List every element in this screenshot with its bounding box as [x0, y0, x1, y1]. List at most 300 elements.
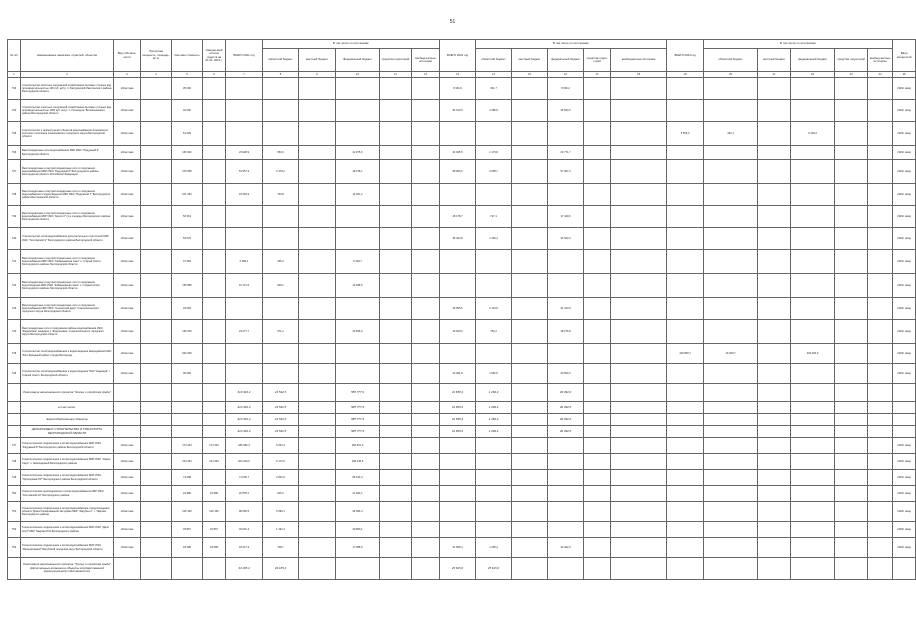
- cell-o22: 25 615,0: [476, 558, 512, 580]
- header-term: Ввод мощностей: [893, 40, 916, 72]
- cell-t21: 32 091,4: [226, 522, 263, 538]
- cell-o21: 2 841,6: [263, 470, 299, 486]
- cell-cost: 130 615: [172, 320, 203, 344]
- cell-o22: 2 068,7: [476, 160, 512, 184]
- cell-rem: [203, 100, 226, 122]
- cell-m21: [299, 160, 336, 184]
- cell-m23: [758, 320, 791, 344]
- cell-cost: 73 098: [172, 470, 203, 486]
- cell-name: Внеплощадочные и внутриплощадочные сети и сооружения водоснабжения МКР ИЖС "Солнечный двор" Старооскольского городского округа Белгородской области: [21, 298, 114, 320]
- table-body: [8, 78, 916, 580]
- cell-v21: [412, 364, 440, 384]
- cell-o22: 1 266,4: [476, 414, 512, 426]
- cell-term: 2022г. ввод: [893, 364, 916, 384]
- table-row: [8, 470, 916, 486]
- cell-term: 2020г. ввод: [893, 522, 916, 538]
- cell-v23: [868, 426, 893, 438]
- cell-s21: [380, 558, 412, 580]
- cell-t22: 58 966,0: [440, 160, 476, 184]
- cell-m23: [758, 470, 791, 486]
- cell-o22: [476, 454, 512, 470]
- cell-t23: [667, 78, 704, 100]
- header-ownership: Вид собствен-ности: [114, 40, 141, 72]
- cell-m22: [512, 538, 548, 558]
- cell-o23: [704, 384, 758, 402]
- cell-no: 749: [8, 470, 21, 486]
- cell-v21: [412, 558, 440, 580]
- cell-name: Технологическое подключение к сетям водоснабжения МКР ИЖС "Радужный 8" Белгородского района Белгородской области: [21, 438, 114, 454]
- cell-f23: 400 200,0: [791, 344, 835, 364]
- cell-m23: [758, 522, 791, 538]
- cell-v22: [611, 344, 667, 364]
- table-row: [8, 538, 916, 558]
- cell-o21: 34 185,4: [263, 558, 299, 580]
- cell-cost: 214 334: [172, 454, 203, 470]
- cell-t21: 613 316,4: [226, 402, 263, 414]
- cell-term: 2022г. ввод: [893, 146, 916, 160]
- cell-rem: [203, 206, 226, 228]
- header-source: местный бюджет: [512, 49, 548, 72]
- cell-name: Внеплощадочные сети водоснабжения МКР ИЖС "Радужный 6" Белгородской области: [21, 146, 114, 160]
- cell-o22: 1 266,4: [476, 426, 512, 438]
- cell-no: [8, 384, 21, 402]
- cell-t23: [667, 100, 704, 122]
- cell-rem: [203, 470, 226, 486]
- cell-s23: [835, 414, 868, 426]
- cell-f22: 30 392,0: [548, 414, 584, 426]
- cell-rem: [203, 344, 226, 364]
- cell-f23: [791, 454, 835, 470]
- cell-m21: [299, 250, 336, 274]
- cell-t23: [667, 470, 704, 486]
- cell-v21: [412, 146, 440, 160]
- column-number: 9: [299, 72, 336, 78]
- cell-t22: [440, 274, 476, 298]
- cell-v21: [412, 298, 440, 320]
- cell-rem: [203, 250, 226, 274]
- cell-s21: [380, 206, 412, 228]
- cell-no: 750: [8, 486, 21, 502]
- cell-term: 2021г. ввод: [893, 470, 916, 486]
- cell-cap: [141, 470, 172, 486]
- header-capacity: Проектная мощность, площадь, кв. м: [141, 40, 172, 72]
- cell-s21: [380, 228, 412, 250]
- cell-o23: [704, 146, 758, 160]
- cell-o23: [704, 426, 758, 438]
- cell-m21: [299, 470, 336, 486]
- header-total-2021: ВСЕГО 2021 год: [226, 40, 263, 72]
- cell-s23: [835, 438, 868, 454]
- cell-m22: [512, 522, 548, 538]
- cell-cost: [172, 414, 203, 426]
- cell-f22: 23 771,7: [548, 146, 584, 160]
- cell-v21: [412, 274, 440, 298]
- cell-m22: [512, 486, 548, 502]
- cell-v23: [868, 228, 893, 250]
- cell-s23: [835, 502, 868, 522]
- cell-own: областная: [114, 206, 141, 228]
- cell-own: [114, 402, 141, 414]
- cell-t23: [667, 298, 704, 320]
- cell-m21: [299, 364, 336, 384]
- table-row: [8, 78, 916, 100]
- header-source: федеральный бюджет: [791, 49, 835, 72]
- cell-o21: 2 479,2: [263, 160, 299, 184]
- cell-term: 2020г. ввод: [893, 486, 916, 502]
- cell-o23: [704, 502, 758, 522]
- cell-cap: [141, 78, 172, 100]
- table-row: [8, 438, 916, 454]
- cell-s21: [380, 78, 412, 100]
- header-source: средства территорий: [380, 49, 412, 72]
- cell-o22: [476, 438, 512, 454]
- cell-f21: [336, 364, 380, 384]
- cell-v22: [611, 438, 667, 454]
- column-number: 18: [611, 72, 667, 78]
- cell-cost: 35 000: [172, 78, 203, 100]
- cell-cap: [141, 538, 172, 558]
- cell-cap: [141, 364, 172, 384]
- header-no: № п/п: [8, 40, 21, 72]
- cell-m23: [758, 426, 791, 438]
- cell-s23: [835, 320, 868, 344]
- cell-cap: [141, 100, 172, 122]
- cell-s21: [380, 274, 412, 298]
- cell-f21: 49 478,1: [336, 160, 380, 184]
- column-number: 8: [263, 72, 299, 78]
- cell-t21: [226, 122, 263, 146]
- cell-t22: 52 613,5: [440, 100, 476, 122]
- cell-cap: [141, 320, 172, 344]
- column-number: 4: [141, 72, 172, 78]
- cell-s22: [584, 364, 611, 384]
- cell-v21: [412, 78, 440, 100]
- cell-s22: [584, 320, 611, 344]
- cell-m23: [758, 364, 791, 384]
- header-source: внебюджетные источники: [611, 49, 667, 72]
- cell-f22: [548, 274, 584, 298]
- header-source: местный бюджет: [299, 49, 336, 72]
- cell-own: областная: [114, 274, 141, 298]
- cell-no: [8, 558, 21, 580]
- cell-name: Реализация национального проекта "Жилье и городская среда": [21, 384, 114, 402]
- cell-f22: [548, 184, 584, 206]
- cell-s23: [835, 100, 868, 122]
- cell-f22: 33 623,4: [548, 228, 584, 250]
- cell-term: 2021г. ввод: [893, 184, 916, 206]
- cell-s23: [835, 344, 868, 364]
- cell-rem: [203, 122, 226, 146]
- cell-m23: [758, 100, 791, 122]
- cell-own: областная: [114, 320, 141, 344]
- cell-o23: [704, 402, 758, 414]
- cell-no: 736: [8, 146, 21, 160]
- cell-s22: [584, 122, 611, 146]
- column-number: 13: [440, 72, 476, 78]
- cell-s22: [584, 438, 611, 454]
- cell-t23: [667, 184, 704, 206]
- cell-m21: [299, 402, 336, 414]
- cell-v21: [412, 122, 440, 146]
- cell-no: 733: [8, 78, 21, 100]
- cell-s21: [380, 384, 412, 402]
- cell-f21: [336, 122, 380, 146]
- column-number: 3: [114, 72, 141, 78]
- cell-v21: [412, 228, 440, 250]
- cell-f22: [548, 470, 584, 486]
- cell-f23: [791, 100, 835, 122]
- cell-v22: [611, 522, 667, 538]
- cell-v22: [611, 558, 667, 580]
- cell-f21: 198 145,6: [336, 454, 380, 470]
- cell-f22: [548, 454, 584, 470]
- cell-v22: [611, 298, 667, 320]
- cell-o21: [263, 298, 299, 320]
- cell-rem: 33 867: [203, 522, 226, 538]
- cell-o22: 1 266,4: [476, 384, 512, 402]
- cell-v22: [611, 384, 667, 402]
- cell-t21: [226, 78, 263, 100]
- cell-t21: 24 277,7: [226, 320, 263, 344]
- cell-m22: [512, 438, 548, 454]
- cell-name: Технологическое подключение к сетям водоснабжения МКР ИЖС "Дачи Клуб" МКР Таврово-П10 Белгородского района: [21, 522, 114, 538]
- cell-t21: 71 035,7: [226, 470, 263, 486]
- cell-t22: 31 658,4: [440, 426, 476, 438]
- cell-o21: [263, 122, 299, 146]
- cell-v22: [611, 250, 667, 274]
- cell-t22: [440, 486, 476, 502]
- cell-o23: [704, 414, 758, 426]
- cell-f23: [791, 160, 835, 184]
- cell-v22: [611, 184, 667, 206]
- cell-o23: [704, 160, 758, 184]
- cell-t23: [667, 426, 704, 438]
- cell-v21: [412, 522, 440, 538]
- cell-no: 743: [8, 298, 21, 320]
- cell-s21: [380, 426, 412, 438]
- cell-rem: [203, 426, 226, 438]
- cell-s21: [380, 364, 412, 384]
- cell-m21: [299, 558, 336, 580]
- column-number: 25: [893, 72, 916, 78]
- cell-s22: [584, 146, 611, 160]
- header-source: внебюд-жетные источники: [868, 49, 893, 72]
- cell-f21: 17 488,6: [336, 538, 380, 558]
- table-row: [8, 502, 916, 522]
- cell-m23: [758, 250, 791, 274]
- table-row: [8, 522, 916, 538]
- cell-no: 746: [8, 364, 21, 384]
- cell-o22: 1 173,8: [476, 146, 512, 160]
- cell-own: областная: [114, 344, 141, 364]
- cell-s21: [380, 502, 412, 522]
- cell-m22: [512, 344, 548, 364]
- cell-m22: [512, 402, 548, 414]
- cell-s22: [584, 414, 611, 426]
- cell-v22: [611, 78, 667, 100]
- cell-s21: [380, 538, 412, 558]
- cell-own: областная: [114, 78, 141, 100]
- cell-o21: 24 532,5: [263, 384, 299, 402]
- cell-rem: 18 289: [203, 538, 226, 558]
- cell-m21: [299, 384, 336, 402]
- column-number: 5: [172, 72, 203, 78]
- cell-s23: [835, 122, 868, 146]
- cell-no: 751: [8, 502, 21, 522]
- cell-m21: [299, 344, 336, 364]
- cell-name: Строительство сетей водоснабжения и водоотведения ПНО "Надежда" г. Старый Оскол, Белгородской области: [21, 364, 114, 384]
- cell-v22: [611, 486, 667, 502]
- cell-m22: [512, 206, 548, 228]
- cell-own: областная: [114, 160, 141, 184]
- cell-own: областная: [114, 522, 141, 538]
- cell-t22: [440, 184, 476, 206]
- cell-m22: [512, 78, 548, 100]
- cell-no: 744: [8, 320, 21, 344]
- table-row: [8, 146, 916, 160]
- cell-t22: [440, 122, 476, 146]
- cell-f21: 588 777,9: [336, 402, 380, 414]
- table-row: [8, 298, 916, 320]
- header-total-2023: ВСЕГО 2023 год: [667, 40, 704, 72]
- cell-o23: [704, 250, 758, 274]
- cell-s22: [584, 298, 611, 320]
- cell-o23: [704, 206, 758, 228]
- cell-m23: [758, 438, 791, 454]
- cell-f23: [791, 522, 835, 538]
- cell-s22: [584, 502, 611, 522]
- cell-name: Технологическое подключение к сетям водоснабжения МКР ИЖС "Прохоровка-ПР" Белгородского района Белгородской области: [21, 470, 114, 486]
- cell-cost: [172, 558, 203, 580]
- column-number: 10: [336, 72, 380, 78]
- cell-o23: [704, 320, 758, 344]
- cell-m22: [512, 414, 548, 426]
- cell-o23: 262,1: [704, 122, 758, 146]
- cell-term: 2020г. ввод: [893, 438, 916, 454]
- cell-s22: [584, 470, 611, 486]
- column-number: 15: [512, 72, 548, 78]
- cell-f21: [336, 558, 380, 580]
- cell-t22: 35 024,8: [440, 228, 476, 250]
- cell-no: [8, 414, 21, 426]
- cell-f23: [791, 414, 835, 426]
- cell-o22: 727,1: [476, 206, 512, 228]
- cell-o21: 24 532,5: [263, 402, 299, 414]
- header-total-2022: ВСЕГО 2022 год: [440, 40, 476, 72]
- summary-row: [8, 414, 916, 426]
- cell-f22: [548, 122, 584, 146]
- cell-no: 737: [8, 160, 21, 184]
- cell-t23: [667, 146, 704, 160]
- cell-t22: [440, 438, 476, 454]
- cell-cost: [172, 426, 203, 438]
- cell-s23: [835, 384, 868, 402]
- cell-s22: [584, 384, 611, 402]
- cell-no: 748: [8, 454, 21, 470]
- cell-o22: [476, 184, 512, 206]
- cell-cost: 18 289: [172, 538, 203, 558]
- cell-cost: 51 629: [172, 122, 203, 146]
- column-number: 7: [226, 72, 263, 78]
- column-number: 22: [791, 72, 835, 78]
- cell-m22: [512, 558, 548, 580]
- cell-v23: [868, 384, 893, 402]
- cell-f23: [791, 228, 835, 250]
- cell-t22: 19 529,0: [440, 320, 476, 344]
- cell-m22: [512, 298, 548, 320]
- cell-f21: [336, 298, 380, 320]
- cell-m23: [758, 486, 791, 502]
- header-source: местный бюджет: [758, 49, 791, 72]
- cell-cost: 47 984: [172, 250, 203, 274]
- cell-o21: 24 532,5: [263, 414, 299, 426]
- cell-m22: [512, 364, 548, 384]
- cell-t21: 51 957,3: [226, 160, 263, 184]
- cell-rem: [203, 402, 226, 414]
- cell-f23: [791, 558, 835, 580]
- column-number: 16: [548, 72, 584, 78]
- cell-f23: 6 294,2: [791, 122, 835, 146]
- cell-v22: [611, 454, 667, 470]
- cell-rem: 24 980: [203, 486, 226, 502]
- cell-cost: 270 555: [172, 160, 203, 184]
- summary-row: [8, 384, 916, 402]
- cell-o23: [704, 364, 758, 384]
- cell-o23: [704, 298, 758, 320]
- cell-v21: [412, 486, 440, 502]
- cell-t23: [667, 364, 704, 384]
- cell-v21: [412, 470, 440, 486]
- cell-f21: 68 193,4: [336, 470, 380, 486]
- cell-o23: [704, 274, 758, 298]
- cell-s23: [835, 522, 868, 538]
- cell-v23: [868, 502, 893, 522]
- cell-own: [114, 384, 141, 402]
- cell-m23: [758, 122, 791, 146]
- cell-t22: 8 391,9: [440, 78, 476, 100]
- header-group-2023: В том числе по источникам:: [704, 40, 893, 49]
- column-number: 17: [584, 72, 611, 78]
- cell-s21: [380, 298, 412, 320]
- cell-own: областная: [114, 470, 141, 486]
- cell-m21: [299, 228, 336, 250]
- cell-cap: [141, 502, 172, 522]
- header-group-2022: В том числе по источникам:: [476, 40, 667, 49]
- cell-m22: [512, 100, 548, 122]
- cell-v21: [412, 454, 440, 470]
- cell-f21: 156 601,0: [336, 438, 380, 454]
- cell-m22: [512, 274, 548, 298]
- cell-cost: 29 084: [172, 298, 203, 320]
- cell-m21: [299, 538, 336, 558]
- cell-cap: [141, 344, 172, 364]
- cell-v23: [868, 438, 893, 454]
- cell-s21: [380, 486, 412, 502]
- cell-v21: [412, 160, 440, 184]
- cell-m22: [512, 502, 548, 522]
- cell-rem: [203, 160, 226, 184]
- cell-o22: [476, 470, 512, 486]
- cell-s23: [835, 250, 868, 274]
- cell-f22: 8 060,2: [548, 78, 584, 100]
- cell-s22: [584, 250, 611, 274]
- cell-cap: [141, 228, 172, 250]
- cell-f21: 22 975,6: [336, 146, 380, 160]
- cell-v21: [412, 184, 440, 206]
- cell-v22: [611, 228, 667, 250]
- cell-name: Внеплощадочные и внутриплощадочные сети и сооружения водоснабжения МКР ИЖС "Ерохи 2" (1-я очередь) Белгородского района Белгородской области: [21, 206, 114, 228]
- cell-rem: [203, 414, 226, 426]
